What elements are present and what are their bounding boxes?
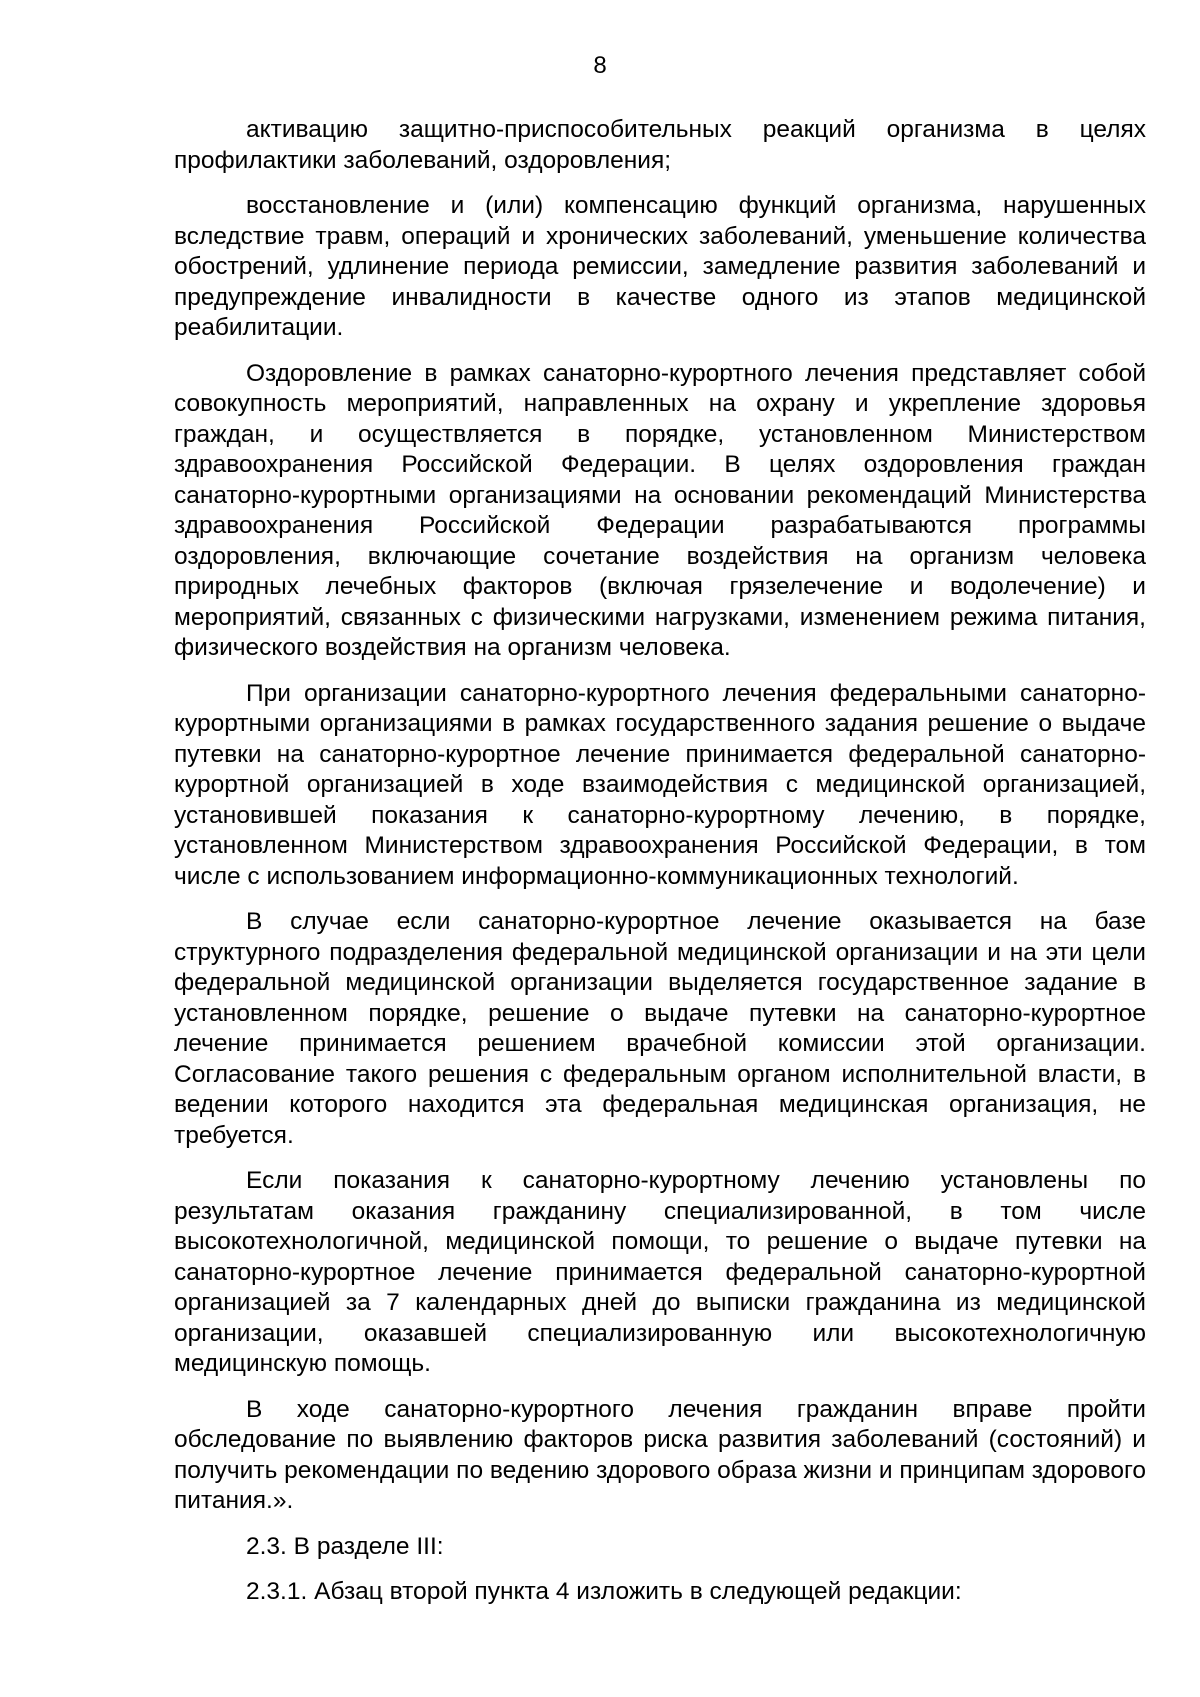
paragraph-federal-organization: При организации санаторно-курортного лечения федеральными санаторно-курортными организациями в рамках государственного задания решение о выдаче путевки на санаторно-курортное лечение принимается федеральной санаторно-курортной организацией в ходе взаимодействия с медицинской организацией, установившей показания к санаторно-курортному лечению, в порядке, установленном Министерством здравоохранения Российской Федерации, в том числе с использованием информационно-коммуникационных технологий. <box>174 679 1146 890</box>
paragraph-examination: В ходе санаторно-курортного лечения гражданин вправе пройти обследование по выявлению факторов риска развития заболеваний (состояний) и получить рекомендации по ведению здорового образа жизни и принципам здорового питания.». <box>174 1395 1146 1514</box>
document-body <box>174 115 1146 1623</box>
paragraph-structural-unit: В случае если санаторно-курортное лечение оказывается на базе структурного подразделения федеральной медицинской организации и на эти цели федеральной медицинской организации выделяется государственное задание в установленном порядке, решение о выдаче путевки на санаторно-курортное лечение принимается решением врачебной комиссии этой организации. Согласование такого решения с федеральным органом исполнительной власти, в ведении которого находится эта федеральная медицинская организация, не требуется. <box>174 908 1146 1149</box>
page-number: 8 <box>593 52 607 79</box>
clause-2-3-1: 2.3.1. Абзац второй пункта 4 изложить в следующей редакции: <box>246 1578 962 1605</box>
clause-2-3: 2.3. В разделе III: <box>246 1532 444 1560</box>
paragraph-specialized-care: Если показания к санаторно-курортному лечению установлены по результатам оказания гражданину специализированной, в том числе высокотехнологичной, медицинской помощи, то решение о выдаче путевки на санаторно-курортное лечение принимается федеральной санаторно-курортной организацией за 7 календарных дней до выписки гражданина из медицинской организации, оказавшей специализированную или высокотехнологичную медицинскую помощь. <box>174 1167 1146 1377</box>
paragraph-restoration: восстановление и (или) компенсацию функций организма, нарушенных вследствие травм, операций и хронических заболеваний, уменьшение количества обострений, удлинение периода ремиссии, замедление развития заболеваний и предупреждение инвалидности в качестве одного из этапов медицинской реабилитации. <box>174 192 1146 341</box>
paragraph-wellness: Оздоровление в рамках санаторно-курортного лечения представляет собой совокупность мероприятий, направленных на охрану и укрепление здоровья граждан, и осуществляется в порядке, установленном Министерством здравоохранения Российской Федерации. В целях оздоровления граждан санаторно-курортными организациями на основании рекомендаций Министерства здравоохранения Российской Федерации разрабатываются программы оздоровления, включающие сочетание воздействия на организм человека природных лечебных факторов (включая грязелечение и водолечение) и мероприятий, связанных с физическими нагрузками, изменением режима питания, физического воздействия на организм человека. <box>174 359 1146 661</box>
paragraph-activation: активацию защитно-приспособительных реакций организма в целях профилактики заболеваний, оздоровления; <box>174 116 1146 174</box>
